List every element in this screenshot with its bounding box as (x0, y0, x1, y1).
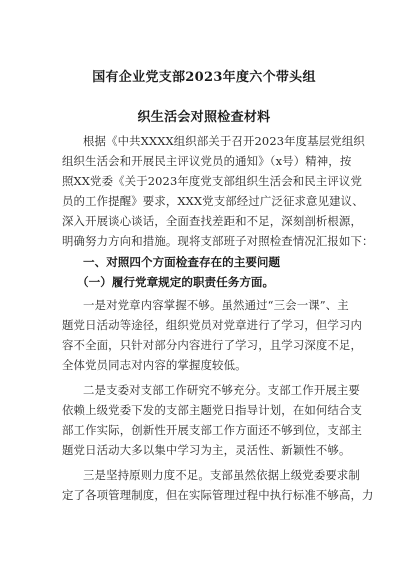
intro-paragraph-line: 明确努力方向和措施。现将支部班子对照检查情况汇报如下： (62, 234, 374, 248)
body-paragraph-line: 一是对党章内容掌握不够。虽然通过“三会一课”、主 (83, 298, 349, 312)
intro-paragraph-line: 组织生活会和开展民主评议党员的通知》（x号）精神，按 (62, 154, 352, 168)
body-paragraph-line: 部工作实际，创新性开展支部工作方面还不够到位，支部主 (62, 423, 363, 437)
intro-paragraph-line: 根据《中共XXXX组织部关于召开2023年度基层党组织 (83, 134, 365, 148)
subsection-heading: （一）履行党章规定的职责任务方面。 (77, 275, 275, 289)
document-title-line-1: 国有企业党支部2023年度六个带头组 (92, 70, 316, 85)
body-paragraph-line: 全体党员同志对内容的掌握度较低。 (62, 358, 247, 372)
body-paragraph-line: 容不全面，只针对部分内容进行了学习，且学习深度不足， (62, 338, 363, 352)
intro-paragraph-line: 深入开展谈心谈话，全面查找差距和不足，深刻剖析根源， (62, 214, 363, 228)
body-paragraph-line: 题党日活动大多以集中学习为主，灵活性、新颖性不够。 (62, 443, 351, 457)
intro-paragraph-line: 员的工作提醒》要求，XXX党支部经过广泛征求意见建议、 (62, 194, 364, 208)
section-heading: 一、对照四个方面检查存在的主要问题 (83, 255, 281, 269)
body-paragraph-line: 二是支委对支部工作研究不够充分。支部工作开展主要 (83, 383, 360, 397)
intro-paragraph-line: 照XX党委《关于2023年度党支部组织生活会和民主评议党 (62, 174, 363, 188)
body-paragraph-line: 三是坚持原则力度不足。支部虽然依据上级党委要求制 (83, 468, 360, 482)
body-paragraph-line: 依赖上级党委下发的支部主题党日指导计划，在如何结合支 (62, 403, 363, 417)
document-title-line-2: 织生活会对照检查材料 (137, 110, 271, 125)
body-paragraph-line: 题党日活动等途径，组织党员对党章进行了学习，但学习内 (62, 318, 363, 332)
body-paragraph-line: 定了各项管理制度，但在实际管理过程中执行标准不够高，力 (62, 488, 374, 502)
